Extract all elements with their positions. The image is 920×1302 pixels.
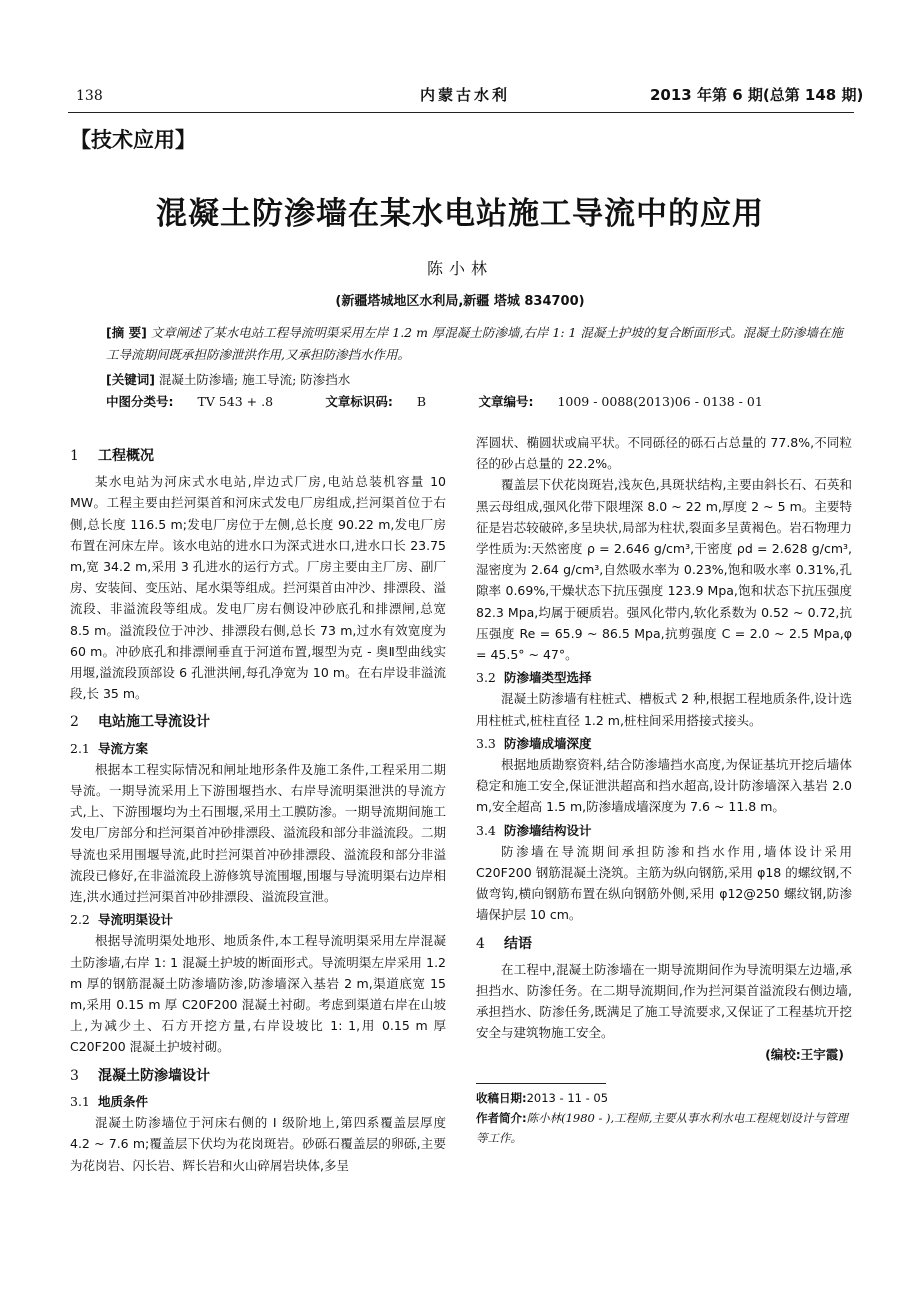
paragraph: 根据本工程实际情况和闸址地形条件及施工条件,工程采用二期导流。一期导流采用上下游围堰挡水、右岸导流明渠泄洪的导流方式,上、下游围堰均为土石围堰,采用土工膜防渗。一期导流期间施工发电厂房部分和拦河渠首冲砂排漂段、溢流段和部分非溢流段。二期导流也采用围堰导流,此时拦河渠首冲砂排漂段、溢流段和部分非溢流段已修好,在非溢流段上游修筑导流围堰,围堰与导流明渠右边岸相连,洪水通过拦河渠首冲砂排漂段、溢流段宣泄。 [70,761,446,905]
subsection-heading: 2.2 导流明渠设计 [70,912,174,928]
paragraph: 在工程中,混凝土防渗墙在一期导流期间作为导流明渠左边墙,承担挡水、防渗任务。在二期导流期间,作为拦河渠首溢流段右侧边墙,承担挡水、防渗任务,既满足了施工导流要求,又保证了工程基坑开挖安全与建筑物施工安全。 [476,961,852,1041]
page-number: 138 [76,88,103,104]
paragraph: 根据地质勘察资料,结合防渗墙挡水高度,为保证基坑开挖后墙体稳定和施工安全,保证泄洪超高和挡水超高,设计防渗墙深入基岩 2.0 m,安全超高 1.5 m,防渗墙成墙深度为 7.6 ~ 11.8 m。 [476,757,852,815]
subsection-heading: 3.2 防渗墙类型选择 [476,670,592,686]
subsection-heading: 3.3 防渗墙成墙深度 [476,735,592,751]
paragraph: 防渗墙在导流期间承担防渗和挡水作用,墙体设计采用 C20F200 钢筋混凝土浇筑。主筋为纵向钢筋,采用 φ18 的螺纹钢,不做弯钩,横向钢筋布置在纵向钢筋外侧,采用 φ12@250 螺纹钢,防渗墙保护层 10 cm。 [476,843,852,923]
column-tag: 【技术应用】 [70,128,196,152]
author-affiliation: (新疆塔城地区水利局,新疆 塔城 834700) [335,294,585,309]
paragraph: 覆盖层下伏花岗斑岩,浅灰色,具斑状结构,主要由斜长石、石英和黑云母组成,强风化带下限埋深 8.0 ~ 22 m,厚度 2 ~ 5 m。主要特征是岩芯较破碎,多呈块状,局部为柱状,裂面多呈黄褐色。岩石物理力学性质为:天然密度 ρ = 2.646 g/cm³,干密度 ρd = 2.628 g/cm³,湿密度为 2.64 g/cm³,自然吸水率为 0.23%,饱和吸水率 0.31%,孔隙率 0.69%,干燥状态下抗压强度 123.9 Mpa,饱和状态下抗压强度 82.3 Mpa,均属于硬质岩。强风化带内,软化系数为 0.52 ~ 0.72,抗压强度 Re = 65.9 ~ 86.5 Mpa,抗剪强度 C = 2.0 ~ 2.5 Mpa,φ = 45.5° ~ 47°。 [476,477,852,663]
doc-code-value: B [416,394,427,409]
footnote-rule [476,1083,606,1084]
clc-label: 中图分类号: [106,394,174,409]
keywords-label: [关键词] [106,372,155,387]
section-heading: 1 工程概况 [70,448,154,464]
paragraph: 混凝土防渗墙有柱桩式、槽板式 2 种,根据工程地质条件,设计选用柱桩式,桩柱直径 1.2 m,桩柱间采用搭接式接头。 [476,691,852,728]
doc-code-label: 文章标识码: [325,394,393,409]
paragraph: 根据导流明渠处地形、地质条件,本工程导流明渠采用左岸混凝土防渗墙,右岸 1: 1 混凝土护坡的断面形式。导流明渠左岸采用 1.2 m 厚的钢筋混凝土防渗墙防渗,防渗墙深入基岩 2 m,渠道底宽 15 m,采用 0.15 m 厚 C20F200 混凝土衬砌。考虑到渠道右岸在山坡上,为减少土、石方开挖方量,右岸设坡比 1: 1,用 0.15 m 厚 C20F200 混凝土护坡衬砌。 [70,933,446,1055]
editor-note: (编校:王宇霞) [765,1046,844,1062]
keywords-text: 混凝土防渗墙; 施工导流; 防渗挡水 [158,372,351,387]
article-title: 混凝土防渗墙在某水电站施工导流中的应用 [156,196,764,232]
header-rule [68,112,854,113]
left-column [70,438,446,1176]
subsection-heading: 2.1 导流方案 [70,740,149,756]
right-column [476,432,852,1148]
paragraph: 混凝土防渗墙位于河床右侧的 Ⅰ 级阶地上,第四系覆盖层厚度 4.2 ~ 7.6 m;覆盖层下伏均为花岗斑岩。砂砾石覆盖层的卵砾,主要为花岗岩、闪长岩、辉长岩和火山碎屑岩块体,多呈 [70,1115,446,1173]
abstract-label: [摘 要] [106,325,147,340]
section-heading: 3 混凝土防渗墙设计 [70,1067,210,1084]
section-heading: 2 电站施工导流设计 [70,714,210,731]
keywords [106,370,846,388]
subsection-heading: 3.1 地质条件 [70,1093,149,1109]
issue-info: 2013 年第 6 期(总第 148 期) [650,86,864,104]
section-heading: 4 结语 [476,935,532,952]
clc-value: TV 543 + .8 [197,394,274,409]
journal-name: 内蒙古水利 [420,86,511,104]
paragraph: 某水电站为河床式水电站,岸边式厂房,电站总装机容量 10 MW。工程主要由拦河渠首和河床式发电厂房组成,拦河渠首位于右侧,总长度 116.5 m;发电厂房位于左侧,总长度 90.22 m,发电厂房布置在河床左岸。该水电站的进水口为深式进水口,进水口长 23.75 m,宽 34.2 m,采用 3 孔进水的运行方式。厂房主要由主厂房、副厂房、安装间、变压站、尾水渠等组成。拦河渠首由冲沙、排漂段、溢流段、非溢流段等组成。发电厂房右侧设冲砂底孔和排漂闸,总宽 8.5 m。溢流段位于冲沙、排漂段右侧,总长 73 m,过水有效宽度为 60 m。冲砂底孔和排漂闸垂直于河道布置,堰型为克 - 奥Ⅱ型曲线实用堰,溢流段顶部设 6 孔泄洪闸,每孔净宽为 10 m。在右岸设非溢流段,长 35 m。 [70,474,446,702]
article-number-value: 1009 - 0088(2013)06 - 0138 - 01 [557,394,763,409]
paragraph: 浑圆状、椭圆状或扁平状。不同砾径的砾石占总量的 77.8%,不同粒径的砂占总量的 22.2%。 [476,435,852,472]
classification-meta [106,392,846,410]
author-bio: 作者简介:陈小林(1980 - ),工程师,主要从事水利水电工程规划设计与管理等工作。 [476,1110,848,1145]
abstract-text: 文章阐述了某水电站工程导流明渠采用左岸 1.2 m 厚混凝土防渗墙,右岸 1: 1 混凝土护坡的复合断面形式。混凝土防渗墙在施工导流期间既承担防渗泄洪作用,又承担防渗挡水作用。 [106,325,843,362]
article-number-label: 文章编号: [478,394,534,409]
subsection-heading: 3.4 防渗墙结构设计 [476,822,592,838]
received-date: 收稿日期:2013 - 11 - 05 [476,1090,609,1105]
author-name: 陈小林 [426,259,493,278]
abstract [106,322,846,366]
